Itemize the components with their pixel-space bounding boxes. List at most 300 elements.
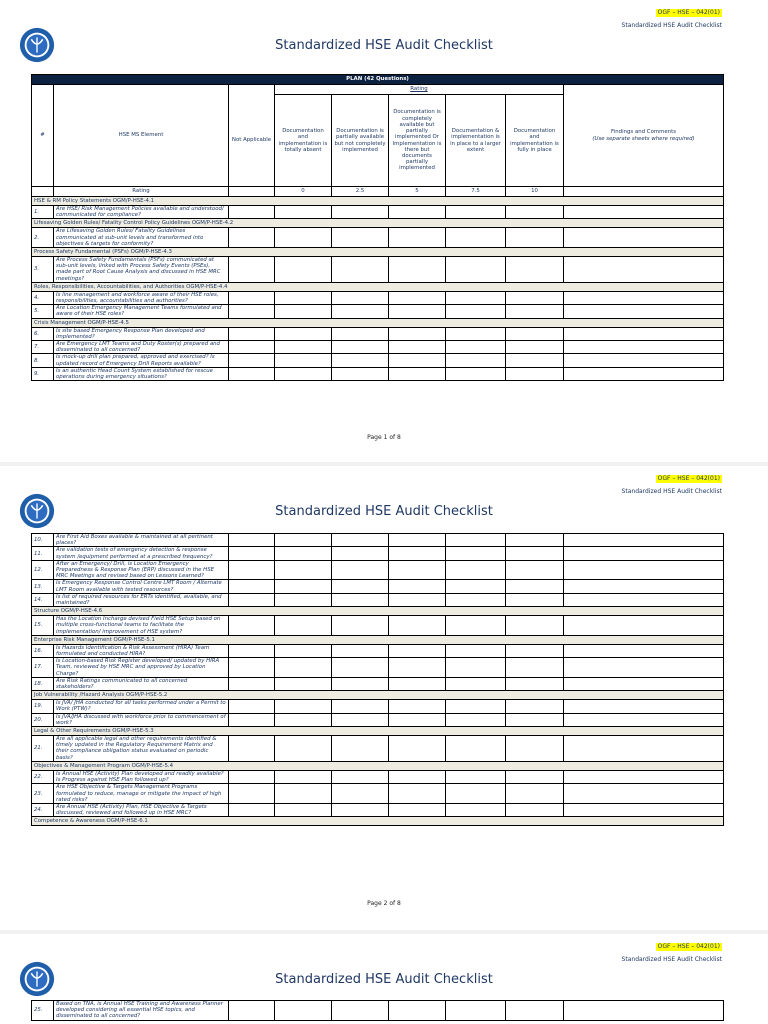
rating-0-cell[interactable] — [275, 580, 332, 593]
findings-cell[interactable] — [564, 784, 724, 804]
question-text: Is Emergency Response Control Centre LMT Room / Alternate LMT Room available with tested resources? — [54, 580, 229, 593]
na-cell[interactable] — [229, 354, 275, 367]
rating-0-cell[interactable] — [275, 784, 332, 804]
rating-5-cell[interactable] — [389, 206, 446, 219]
rating-0-cell[interactable] — [275, 560, 332, 580]
rating-2-5-cell[interactable] — [332, 1001, 389, 1021]
rating-10-cell[interactable] — [506, 206, 564, 219]
question-number: 15. — [32, 616, 54, 636]
findings-cell[interactable] — [564, 560, 724, 580]
question-number: 3. — [32, 257, 54, 283]
rating-0-cell[interactable] — [275, 534, 332, 547]
doc-code: OGF – HSE – 042(01) — [657, 9, 720, 16]
page-title: Standardized HSE Audit Checklist — [275, 38, 493, 53]
findings-cell[interactable] — [564, 291, 724, 304]
doc-subheader: Standardized HSE Audit Checklist — [621, 956, 722, 963]
doc-subheader: Standardized HSE Audit Checklist — [621, 22, 722, 29]
question-text: Are Lifesaving Golden Rules/ Fatality Guidelines communicated at sub-unit levels and transformed into objectives & targets for conformity? — [54, 228, 229, 248]
question-row — [32, 560, 724, 580]
rating-5-cell[interactable] — [389, 547, 446, 560]
question-row — [32, 291, 724, 304]
rating-0-cell[interactable] — [275, 257, 332, 283]
rating-5-cell[interactable] — [389, 713, 446, 726]
question-row — [32, 228, 724, 248]
section-row — [32, 607, 724, 616]
rating-0-cell[interactable] — [275, 291, 332, 304]
section-title: Enterprise Risk Management OGM/P-HSE-5.1 — [32, 635, 724, 644]
rating-2-5-cell[interactable] — [332, 658, 389, 678]
col-r25-header: Documentation is partially available but not completely implemented — [332, 95, 389, 187]
rating-5-cell[interactable] — [389, 644, 446, 657]
rating-5-cell[interactable] — [389, 580, 446, 593]
rating-0-cell[interactable] — [275, 305, 332, 318]
question-number: 25. — [32, 1001, 54, 1021]
section-row — [32, 248, 724, 257]
question-row — [32, 1001, 724, 1021]
plan-header: PLAN (42 Questions) — [32, 75, 724, 85]
rating-0-cell[interactable] — [275, 616, 332, 636]
rating-10-cell[interactable] — [506, 700, 564, 713]
rating-2-5-cell[interactable] — [332, 700, 389, 713]
rating-5-cell[interactable] — [389, 677, 446, 690]
question-row — [32, 305, 724, 318]
audit-table — [31, 74, 724, 381]
question-text: Are Risk Ratings communicated to all concerned stakeholders? — [54, 677, 229, 690]
section-title: Legal & Other Requirements OGM/P-HSE-5.3 — [32, 727, 724, 736]
rating-5-cell[interactable] — [389, 534, 446, 547]
findings-cell[interactable] — [564, 206, 724, 219]
question-row — [32, 257, 724, 283]
page-2 — [0, 466, 768, 930]
col-r10-header: Documentation and implementation is fully in place — [506, 95, 564, 187]
na-cell[interactable] — [229, 736, 275, 762]
rating-5-cell[interactable] — [389, 700, 446, 713]
rating-7-5-cell[interactable] — [446, 1001, 506, 1021]
rating-0-cell[interactable] — [275, 644, 332, 657]
col-findings-header: Findings and Comments (Use separate sheets where required) — [564, 85, 724, 187]
findings-cell[interactable] — [564, 593, 724, 606]
findings-cell[interactable] — [564, 677, 724, 690]
findings-cell[interactable] — [564, 534, 724, 547]
question-number: 4. — [32, 291, 54, 304]
rating-7-5-cell[interactable] — [446, 736, 506, 762]
rating-10-cell[interactable] — [506, 305, 564, 318]
rating-5-cell[interactable] — [389, 803, 446, 816]
question-row — [32, 547, 724, 560]
rating-7-5-cell[interactable] — [446, 367, 506, 380]
question-row — [32, 770, 724, 783]
rating-10-cell[interactable] — [506, 257, 564, 283]
rating-0-cell[interactable] — [275, 1001, 332, 1021]
rating-5-cell[interactable] — [389, 1001, 446, 1021]
findings-cell[interactable] — [564, 305, 724, 318]
question-text: Is Location-based Risk Register developed/ updated by HIRA Team, reviewed by HSE MRC and approved by Location Charge? — [54, 658, 229, 678]
question-number: 14. — [32, 593, 54, 606]
rating-2-5-cell[interactable] — [332, 770, 389, 783]
doc-code: OGF – HSE – 042(01) — [657, 475, 720, 482]
col-r5-header: Documentation is completely available but partially implemented Or Implementation is there but documents partially implemented — [389, 95, 446, 187]
rating-2-5-cell[interactable] — [332, 228, 389, 248]
rating-5-cell[interactable] — [389, 354, 446, 367]
rating-0-cell[interactable] — [275, 677, 332, 690]
rating-10-cell[interactable] — [506, 341, 564, 354]
question-text: Are HSE Objective & Targets Management Programs formulated to reduce, manage or mitigate the impact of high rated risks? — [54, 784, 229, 804]
question-number: 7. — [32, 341, 54, 354]
rating-5-cell[interactable] — [389, 305, 446, 318]
rating-5-cell[interactable] — [389, 257, 446, 283]
question-number: 23. — [32, 784, 54, 804]
question-number: 1. — [32, 206, 54, 219]
section-title: Structure OGM/P-HSE-4.6 — [32, 607, 724, 616]
question-text: Is site based Emergency Response Plan developed and implemented? — [54, 327, 229, 340]
question-row — [32, 354, 724, 367]
question-number: 22. — [32, 770, 54, 783]
rating-7-5-cell[interactable] — [446, 341, 506, 354]
rating-7-5-cell[interactable] — [446, 784, 506, 804]
question-number: 10. — [32, 534, 54, 547]
rating-0-cell[interactable] — [275, 658, 332, 678]
rating-2-5-cell[interactable] — [332, 305, 389, 318]
rating-5-cell[interactable] — [389, 616, 446, 636]
findings-cell[interactable] — [564, 803, 724, 816]
rating-7-5-cell[interactable] — [446, 560, 506, 580]
na-cell[interactable] — [229, 547, 275, 560]
rating-2-5-cell[interactable] — [332, 547, 389, 560]
question-text: Based on TNA, is Annual HSE Training and Awareness Planner developed considering all essential HSE topics, and disseminated to all concerned? — [54, 1001, 229, 1021]
rating-7-5-cell[interactable] — [446, 327, 506, 340]
na-cell[interactable] — [229, 658, 275, 678]
findings-cell[interactable] — [564, 327, 724, 340]
rating-0: 0 — [275, 187, 332, 197]
findings-cell[interactable] — [564, 580, 724, 593]
col-element-header: HSE MS Element — [54, 85, 229, 187]
findings-cell[interactable] — [564, 658, 724, 678]
rating-7-5-cell[interactable] — [446, 713, 506, 726]
na-cell[interactable] — [229, 534, 275, 547]
na-cell[interactable] — [229, 367, 275, 380]
question-text: Has the Location Incharge devised Field HSE Setup based on multiple cross-functional teams to facilitate the implementation/ improvement of HSE system? — [54, 616, 229, 636]
rating-0-cell[interactable] — [275, 327, 332, 340]
na-cell[interactable] — [229, 206, 275, 219]
rating-2-5-cell[interactable] — [332, 257, 389, 283]
question-number: 19. — [32, 700, 54, 713]
section-title: Objectives & Management Program OGM/P-HSE-5.4 — [32, 761, 724, 770]
rating-7-5-cell[interactable] — [446, 534, 506, 547]
question-text: Is Hazards Identification & Risk Assessment (HIRA) Team formulated and conducted HIRA? — [54, 644, 229, 657]
question-row — [32, 700, 724, 713]
na-cell[interactable] — [229, 291, 275, 304]
na-cell[interactable] — [229, 341, 275, 354]
rating-2-5-cell[interactable] — [332, 534, 389, 547]
question-number: 24. — [32, 803, 54, 816]
page-3 — [0, 934, 768, 1024]
rating-10-cell[interactable] — [506, 367, 564, 380]
findings-cell[interactable] — [564, 1001, 724, 1021]
question-text: Are HSE/ Risk Management Policies available and understood/ communicated for compliance? — [54, 206, 229, 219]
rating-10-cell[interactable] — [506, 644, 564, 657]
question-text: Is JVA/ JHA conducted for all tasks performed under a Permit to Work (PTW)? — [54, 700, 229, 713]
rating-5-cell[interactable] — [389, 736, 446, 762]
section-title: Lifesaving Golden Rules/ Fatality Control Policy Guidelines OGM/P-HSE-4.2 — [32, 219, 724, 228]
rating-7-5-cell[interactable] — [446, 677, 506, 690]
na-cell[interactable] — [229, 560, 275, 580]
rating-5-cell[interactable] — [389, 593, 446, 606]
section-title: Competence & Awareness OGM/P-HSE-6.1 — [32, 817, 724, 826]
rating-2-5-cell[interactable] — [332, 736, 389, 762]
rating-0-cell[interactable] — [275, 206, 332, 219]
rating-7-5-cell[interactable] — [446, 770, 506, 783]
rating-0-cell[interactable] — [275, 593, 332, 606]
rating-0-cell[interactable] — [275, 341, 332, 354]
rating-10-cell[interactable] — [506, 547, 564, 560]
question-row — [32, 593, 724, 606]
rating-2-5: 2.5 — [332, 187, 389, 197]
col-r75-header: Documentation & implementation is in place to a larger extent — [446, 95, 506, 187]
question-row — [32, 736, 724, 762]
section-title: Job Vulnerability /Hazard Analysis OGM/P-HSE-5.2 — [32, 691, 724, 700]
rating-label: Rating — [54, 187, 229, 197]
page-footer: Page 1 of 8 — [367, 434, 401, 441]
rating-0-cell[interactable] — [275, 228, 332, 248]
section-title: Process Safety Fundamental (PSFs) OGM/P-HSE-4.3 — [32, 248, 724, 257]
na-cell[interactable] — [229, 784, 275, 804]
na-cell[interactable] — [229, 257, 275, 283]
rating-0-cell[interactable] — [275, 547, 332, 560]
section-title: Crisis Management OGM/P-HSE-4.5 — [32, 318, 724, 327]
rating-10-cell[interactable] — [506, 291, 564, 304]
na-cell[interactable] — [229, 700, 275, 713]
rating-10-cell[interactable] — [506, 228, 564, 248]
rating-7-5-cell[interactable] — [446, 206, 506, 219]
section-title: Roles, Responsibilities, Accountabilities, and Authorities OGM/P-HSE-4.4 — [32, 282, 724, 291]
na-cell[interactable] — [229, 580, 275, 593]
doc-subheader: Standardized HSE Audit Checklist — [621, 488, 722, 495]
question-row — [32, 644, 724, 657]
rating-10-cell[interactable] — [506, 677, 564, 690]
section-row — [32, 817, 724, 826]
rating-2-5-cell[interactable] — [332, 367, 389, 380]
rating-0-cell[interactable] — [275, 367, 332, 380]
rating-2-5-cell[interactable] — [332, 327, 389, 340]
na-cell[interactable] — [229, 593, 275, 606]
question-row — [32, 206, 724, 219]
question-number: 5. — [32, 305, 54, 318]
question-text: Are Location Emergency Management Teams formulated and aware of their HSE roles? — [54, 305, 229, 318]
na-cell[interactable] — [229, 305, 275, 318]
question-text: Are Emergency LMT Teams and Duty Roster(s) prepared and disseminated to all concerned? — [54, 341, 229, 354]
rating-5-cell[interactable] — [389, 327, 446, 340]
rating-5-cell[interactable] — [389, 770, 446, 783]
rating-10: 10 — [506, 187, 564, 197]
section-title: HSE & RM Policy Statements OGM/P-HSE-4.1 — [32, 197, 724, 206]
col-na-header: Not Applicable — [229, 95, 275, 187]
question-text: Are Annual HSE (Activity) Plan, HSE Objective & Targets discussed, reviewed and followed up in HSE MRC? — [54, 803, 229, 816]
question-text: Are validation tests of emergency detection & response system /equipment performed at a prescribed frequency? — [54, 547, 229, 560]
rating-2-5-cell[interactable] — [332, 560, 389, 580]
question-row — [32, 713, 724, 726]
na-cell[interactable] — [229, 228, 275, 248]
rating-7-5-cell[interactable] — [446, 803, 506, 816]
findings-cell[interactable] — [564, 616, 724, 636]
question-text: Is list of required resources for ERTs identified, available, and maintained? — [54, 593, 229, 606]
page-title: Standardized HSE Audit Checklist — [275, 972, 493, 987]
rating-7-5-cell[interactable] — [446, 580, 506, 593]
rating-10-cell[interactable] — [506, 803, 564, 816]
question-number: 9. — [32, 367, 54, 380]
page-1 — [0, 0, 768, 462]
col-r0-header: Documentation and implementation is totally absent — [275, 95, 332, 187]
section-row — [32, 197, 724, 206]
page-title: Standardized HSE Audit Checklist — [275, 504, 493, 519]
rating-10-cell[interactable] — [506, 736, 564, 762]
question-row — [32, 367, 724, 380]
section-row — [32, 691, 724, 700]
rating-10-cell[interactable] — [506, 658, 564, 678]
rating-2-5-cell[interactable] — [332, 593, 389, 606]
rating-2-5-cell[interactable] — [332, 644, 389, 657]
rating-7-5-cell[interactable] — [446, 305, 506, 318]
question-row — [32, 580, 724, 593]
rating-2-5-cell[interactable] — [332, 784, 389, 804]
question-text: Is Annual HSE (Activity) Plan developed and readily available? Is Progress against HSE Plan followed up? — [54, 770, 229, 783]
findings-cell[interactable] — [564, 736, 724, 762]
question-text: Is line management and workforce aware of their HSE roles, responsibilities, accountabilities and authorities? — [54, 291, 229, 304]
rating-2-5-cell[interactable] — [332, 677, 389, 690]
rating-10-cell[interactable] — [506, 327, 564, 340]
question-row — [32, 803, 724, 816]
rating-0-cell[interactable] — [275, 354, 332, 367]
na-cell[interactable] — [229, 644, 275, 657]
na-cell[interactable] — [229, 770, 275, 783]
rating-0-cell[interactable] — [275, 713, 332, 726]
rating-7-5-cell[interactable] — [446, 291, 506, 304]
question-row — [32, 341, 724, 354]
rating-7-5-cell[interactable] — [446, 257, 506, 283]
findings-cell[interactable] — [564, 770, 724, 783]
question-number: 11. — [32, 547, 54, 560]
findings-cell[interactable] — [564, 547, 724, 560]
rating-5-cell[interactable] — [389, 291, 446, 304]
question-row — [32, 784, 724, 804]
rating-10-cell[interactable] — [506, 593, 564, 606]
question-number: 8. — [32, 354, 54, 367]
rating-10-cell[interactable] — [506, 560, 564, 580]
question-number: 13. — [32, 580, 54, 593]
findings-cell[interactable] — [564, 367, 724, 380]
rating-2-5-cell[interactable] — [332, 354, 389, 367]
na-cell[interactable] — [229, 677, 275, 690]
rating-2-5-cell[interactable] — [332, 206, 389, 219]
rating-2-5-cell[interactable] — [332, 291, 389, 304]
audit-table — [31, 1000, 724, 1021]
question-text: Are First Aid Boxes available & maintained at all pertinent places? — [54, 534, 229, 547]
question-row — [32, 327, 724, 340]
question-text: Is JVA/JHA discussed with workforce prior to commencement of work? — [54, 713, 229, 726]
question-row — [32, 534, 724, 547]
rating-7-5-cell[interactable] — [446, 700, 506, 713]
question-text: Are all applicable legal and other requirements identified & timely updated in the Regulatory Requirement Matrix and their compliance obligation status evaluated on periodic basis? — [54, 736, 229, 762]
rating-2-5-cell[interactable] — [332, 616, 389, 636]
rating-5: 5 — [389, 187, 446, 197]
section-row — [32, 219, 724, 228]
na-cell[interactable] — [229, 327, 275, 340]
rating-0-cell[interactable] — [275, 803, 332, 816]
rating-7-5-cell[interactable] — [446, 658, 506, 678]
question-number: 12. — [32, 560, 54, 580]
question-text: Is an authentic Head Count System established for rescue operations during emergency situations? — [54, 367, 229, 380]
rating-7-5-cell[interactable] — [446, 644, 506, 657]
rating-7-5-cell[interactable] — [446, 354, 506, 367]
rating-7-5-cell[interactable] — [446, 547, 506, 560]
rating-0-cell[interactable] — [275, 770, 332, 783]
section-row — [32, 761, 724, 770]
rating-7-5-cell[interactable] — [446, 616, 506, 636]
rating-0-cell[interactable] — [275, 700, 332, 713]
question-number: 6. — [32, 327, 54, 340]
na-cell[interactable] — [229, 713, 275, 726]
doc-code: OGF – HSE – 042(01) — [657, 943, 720, 950]
rating-group-header: Rating — [275, 85, 564, 95]
audit-table — [31, 533, 724, 826]
rating-7-5: 7.5 — [446, 187, 506, 197]
rating-5-cell[interactable] — [389, 560, 446, 580]
rating-10-cell[interactable] — [506, 354, 564, 367]
rating-2-5-cell[interactable] — [332, 803, 389, 816]
rating-5-cell[interactable] — [389, 784, 446, 804]
rating-10-cell[interactable] — [506, 784, 564, 804]
rating-5-cell[interactable] — [389, 658, 446, 678]
rating-10-cell[interactable] — [506, 580, 564, 593]
rating-2-5-cell[interactable] — [332, 713, 389, 726]
findings-cell[interactable] — [564, 354, 724, 367]
rating-10-cell[interactable] — [506, 534, 564, 547]
question-number: 18. — [32, 677, 54, 690]
rating-5-cell[interactable] — [389, 341, 446, 354]
rating-10-cell[interactable] — [506, 1001, 564, 1021]
col-num-header: # — [32, 85, 54, 187]
section-row — [32, 635, 724, 644]
na-cell[interactable] — [229, 803, 275, 816]
rating-7-5-cell[interactable] — [446, 228, 506, 248]
question-text: Is mock-up drill plan prepared, approved and exercised? Is updated record of Emergency Drill Reports available? — [54, 354, 229, 367]
findings-cell[interactable] — [564, 700, 724, 713]
question-number: 17. — [32, 658, 54, 678]
rating-0-cell[interactable] — [275, 736, 332, 762]
rating-5-cell[interactable] — [389, 228, 446, 248]
findings-cell[interactable] — [564, 644, 724, 657]
page-footer: Page 2 of 8 — [367, 900, 401, 907]
na-cell[interactable] — [229, 616, 275, 636]
question-row — [32, 616, 724, 636]
rating-7-5-cell[interactable] — [446, 593, 506, 606]
rating-10-cell[interactable] — [506, 770, 564, 783]
question-row — [32, 658, 724, 678]
rating-10-cell[interactable] — [506, 713, 564, 726]
rating-5-cell[interactable] — [389, 367, 446, 380]
na-cell[interactable] — [229, 1001, 275, 1021]
question-number: 16. — [32, 644, 54, 657]
question-number: 20. — [32, 713, 54, 726]
question-row — [32, 677, 724, 690]
findings-cell[interactable] — [564, 257, 724, 283]
findings-cell[interactable] — [564, 228, 724, 248]
question-number: 21. — [32, 736, 54, 762]
rating-2-5-cell[interactable] — [332, 580, 389, 593]
findings-cell[interactable] — [564, 341, 724, 354]
findings-cell[interactable] — [564, 713, 724, 726]
rating-10-cell[interactable] — [506, 616, 564, 636]
rating-2-5-cell[interactable] — [332, 341, 389, 354]
